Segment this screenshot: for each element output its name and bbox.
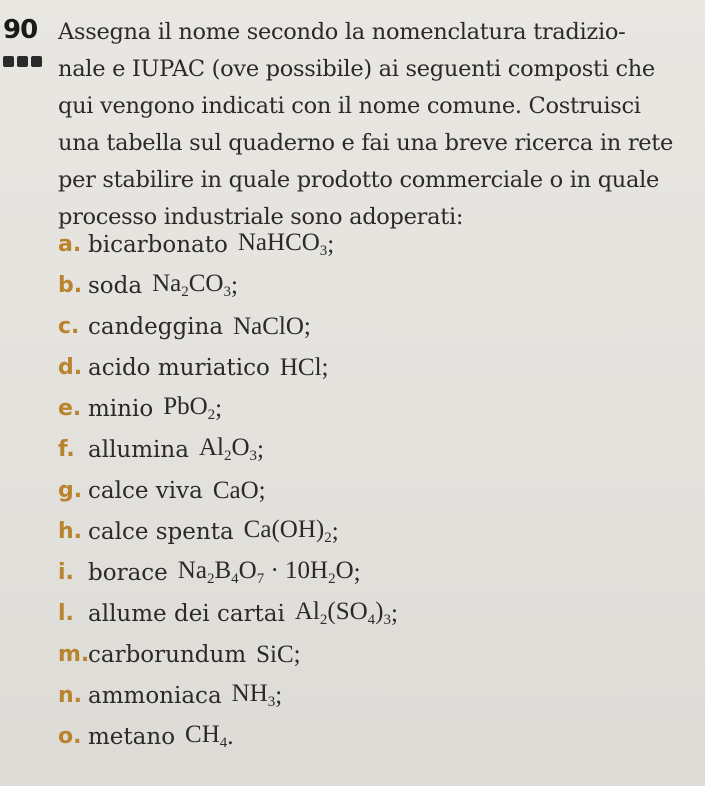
compound-item — [58, 388, 698, 429]
compound-item — [58, 347, 698, 388]
difficulty-square-icon — [17, 56, 28, 67]
chemical-formula: $CH_4$ — [185, 721, 228, 751]
item-punctuation: ; — [353, 558, 361, 586]
compound-item — [58, 675, 698, 716]
instruction-line: per stabilire in quale prodotto commerciale o in quale — [58, 167, 660, 193]
compound-common-name: minio — [88, 395, 154, 422]
item-letter: h. — [58, 519, 83, 544]
item-letter: f. — [58, 437, 75, 462]
item-letter: d. — [58, 355, 83, 380]
compound-item — [58, 470, 698, 511]
item-letter: e. — [58, 396, 82, 421]
difficulty-square-icon — [3, 56, 14, 67]
item-letter: n. — [58, 683, 83, 708]
instruction-line: qui vengono indicati con il nome comune. Costruisci — [58, 93, 641, 119]
difficulty-square-icon — [31, 56, 42, 67]
compound-item — [58, 429, 698, 470]
exercise-instructions — [58, 14, 700, 236]
compound-common-name: metano — [88, 723, 176, 750]
chemical-formula: NaClO — [233, 312, 304, 340]
item-punctuation: ; — [391, 599, 398, 627]
compound-item — [58, 224, 698, 265]
chemical-formula: $Al_2O_3$ — [198, 434, 257, 464]
instruction-line: Assegna il nome secondo la nomenclatura tradizio- — [58, 19, 626, 45]
item-punctuation: ; — [258, 476, 266, 504]
compound-item — [58, 716, 698, 757]
item-punctuation: ; — [293, 640, 301, 668]
item-punctuation: ; — [303, 312, 311, 340]
compound-common-name: carborundum — [88, 641, 247, 668]
chemical-formula: SiC — [256, 640, 294, 668]
item-punctuation: ; — [331, 517, 339, 545]
compound-common-name: allume dei cartai — [88, 600, 285, 627]
exercise-number: 90 — [3, 15, 38, 45]
item-letter: a. — [58, 232, 82, 257]
chemical-formula: NaHCO$_3$ — [237, 229, 328, 259]
item-punctuation: ; — [275, 681, 283, 709]
compound-item — [58, 552, 698, 593]
instruction-line: nale e IUPAC (ove possibile) ai seguenti composti che — [58, 56, 655, 82]
instruction-line: una tabella sul quaderno e fai una breve ricerca in rete — [58, 130, 674, 156]
item-letter: l. — [58, 601, 74, 626]
difficulty-indicator — [3, 56, 42, 67]
item-letter: b. — [58, 273, 83, 298]
chemical-formula: $Na_2B_4O_7 \cdot 10H_2O$ — [177, 557, 354, 587]
chemical-formula: $Ca(OH)_2$ — [243, 516, 332, 546]
chemical-formula: $Na_2CO_3$ — [152, 270, 231, 300]
item-letter: o. — [58, 724, 82, 749]
compound-common-name: bicarbonato — [88, 231, 228, 258]
compound-item — [58, 265, 698, 306]
chemical-formula: HCl — [279, 353, 322, 381]
compound-item — [58, 511, 698, 552]
item-punctuation: ; — [257, 435, 264, 463]
compound-item — [58, 306, 698, 347]
item-letter: m. — [58, 642, 90, 667]
item-punctuation: ; — [327, 230, 335, 258]
compound-item — [58, 593, 698, 634]
compound-list — [58, 224, 698, 757]
compound-common-name: candeggina — [88, 313, 224, 340]
compound-common-name: calce spenta — [88, 518, 234, 545]
item-punctuation: ; — [215, 394, 223, 422]
compound-item — [58, 634, 698, 675]
compound-common-name: ammoniaca — [88, 682, 222, 709]
item-letter: c. — [58, 314, 80, 339]
item-punctuation: . — [227, 722, 234, 750]
compound-common-name: soda — [88, 272, 143, 299]
compound-common-name: calce viva — [88, 477, 203, 504]
item-letter: g. — [58, 478, 83, 503]
item-punctuation: ; — [230, 271, 238, 299]
chemical-formula: $Al_2(SO_4)_3$ — [294, 598, 391, 628]
item-letter: i. — [58, 560, 74, 585]
chemical-formula: CaO — [212, 476, 259, 504]
chemical-formula: PbO$_2$ — [163, 393, 216, 423]
instruction-line: processo industriale sono adoperati: — [58, 204, 464, 230]
compound-common-name: acido muriatico — [88, 354, 270, 381]
compound-common-name: borace — [88, 559, 168, 586]
compound-common-name: allumina — [88, 436, 189, 463]
item-punctuation: ; — [321, 353, 329, 381]
chemical-formula: $NH_3$ — [231, 680, 276, 710]
